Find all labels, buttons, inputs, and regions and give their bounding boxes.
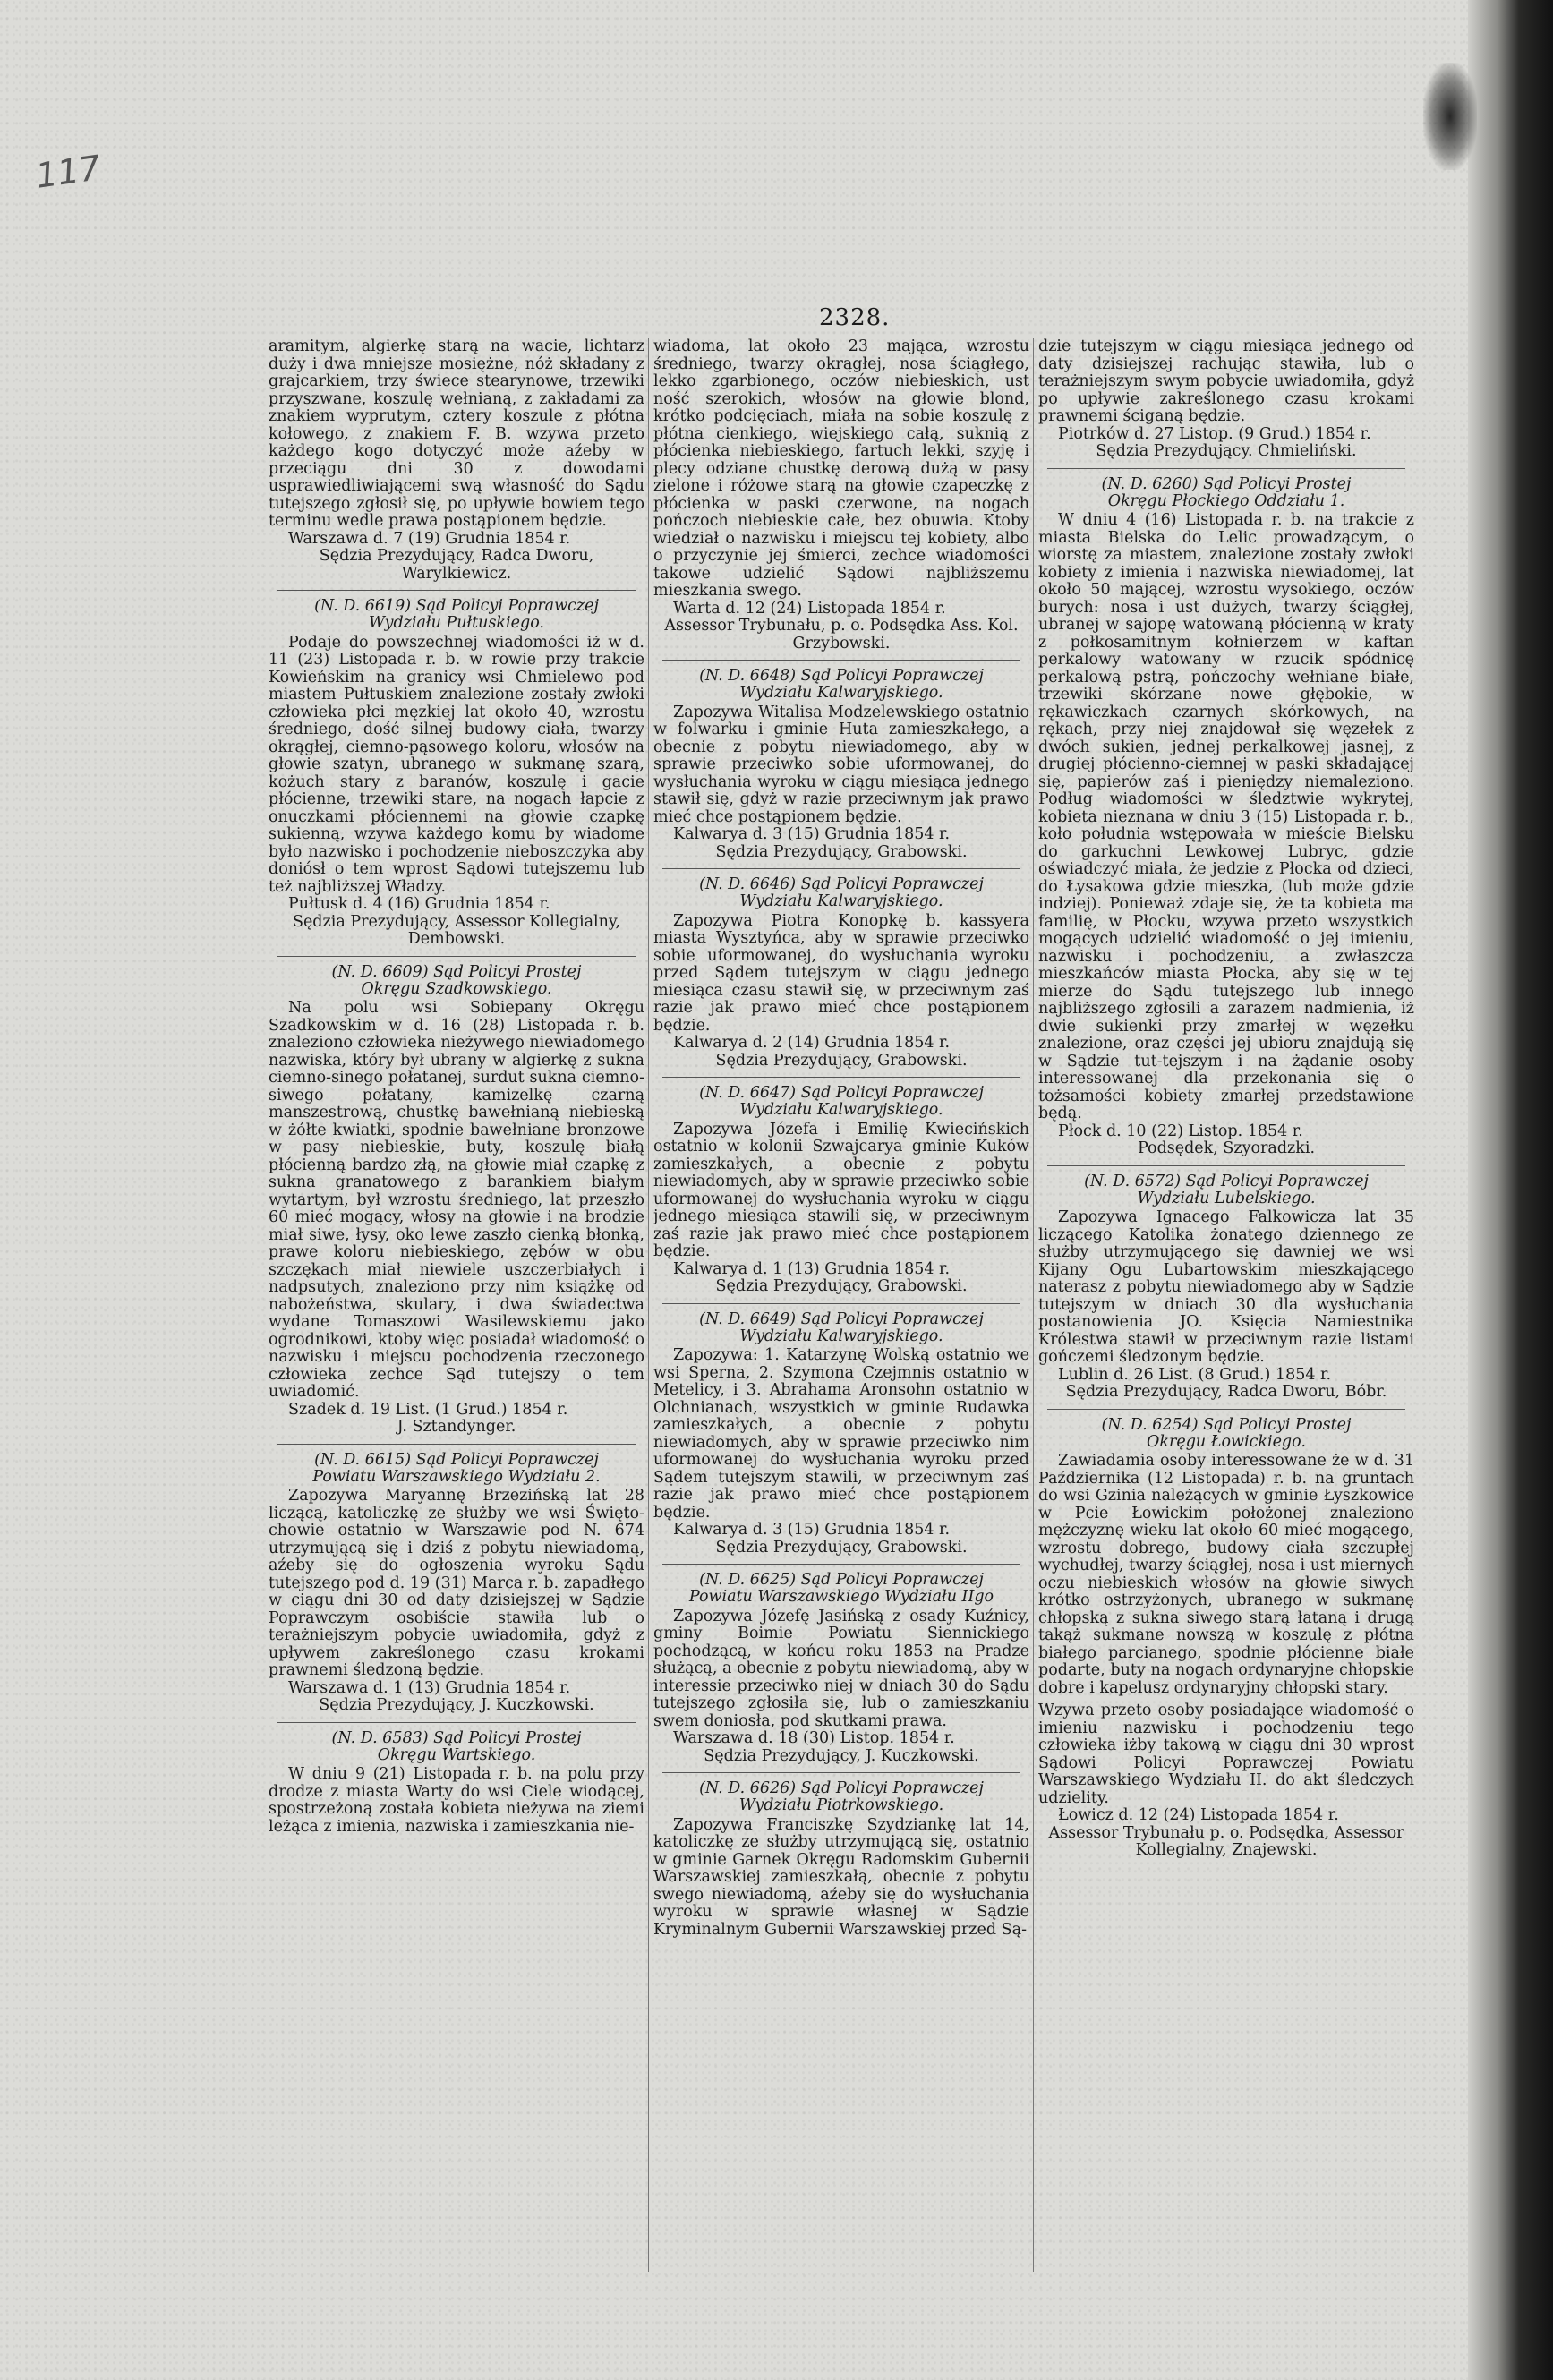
- notice-divider: [277, 1722, 636, 1723]
- notice-subheading: Wydziału Kalwaryjskiego.: [739, 1326, 943, 1345]
- notice: [269, 1722, 644, 1837]
- notice-date: Warta d. 12 (24) Listopada 1854 r.: [673, 599, 946, 618]
- notice-signature: Sędzia Prezydujący, Grabowski.: [715, 842, 968, 861]
- notice-body: Zapozywa Ignacego Falkowicza lat 35 liczącego Katolika żonatego dziennego ze służby utrzymującego się dawniej we wsi Kijany Ogu Lubartowskim mieszkającego naterasz z pobytu niewiadomego aby w Sądzie tutejszym w dniach 30 dla wysłuchania postanowienia JO. Księcia Namiestnika Królestwa stawił w przeciwnym razie listami gończemi śledzonym będzie.: [1038, 1208, 1414, 1366]
- notice-date: Kalwarya d. 2 (14) Grudnia 1854 r.: [673, 1034, 951, 1052]
- notice-subheading: Wydziału Kalwaryjskiego.: [739, 892, 943, 910]
- text-columns: [269, 338, 1450, 2307]
- notice-signature: Sędzia Prezydujący. Chmieliński.: [1096, 442, 1357, 460]
- notice-divider: [1047, 1165, 1405, 1166]
- notice-signature: Assessor Trybunału p. o. Podsędka, Assessor Kollegialny, Znajewski.: [1048, 1823, 1404, 1859]
- notice-divider: [662, 1772, 1020, 1773]
- notice: [653, 338, 1029, 653]
- notice: [269, 338, 644, 583]
- notice: [1038, 1702, 1414, 1860]
- notice-date: Kalwarya d. 1 (13) Grudnia 1854 r.: [673, 1259, 951, 1278]
- notice-subheading: Wydziału Kalwaryjskiego.: [739, 1101, 943, 1119]
- notice-heading: (N. D. 6649) Sąd Policyi Poprawczej: [699, 1309, 984, 1328]
- notice: [269, 1444, 644, 1715]
- notice-signature: J. Sztandynger.: [397, 1418, 516, 1436]
- notice-signature: Sędzia Prezydujący, Radca Dworu, Warylkiewicz.: [319, 547, 594, 583]
- notice: [1038, 1165, 1414, 1402]
- notice: [1038, 1409, 1414, 1698]
- notice-heading: (N. D. 6647) Sąd Policyi Poprawczej: [699, 1084, 984, 1102]
- notice-subheading: Powiatu Warszawskiego Wydziału IIgo: [688, 1588, 994, 1606]
- notice-heading: (N. D. 6260) Sąd Policyi Prostej: [1101, 474, 1352, 493]
- notice-subheading: Wydziału Kalwaryjskiego.: [739, 684, 943, 702]
- column-right: [1038, 338, 1414, 2307]
- notice-signature: Assessor Trybunału, p. o. Podsędka Ass. Kol. Grzybowski.: [664, 617, 1019, 653]
- notice: [269, 956, 644, 1437]
- notice-body: W dniu 4 (16) Listopada r. b. na trakcie z miasta Bielska do Lelic prowadzącym, o wiorstę za miastem, znalezione zostały zwłoki kobiety z imienia i nazwiska niewiadomej, lat około 50 mającej, wzrostu wysokiego, oczów burych: nosa i ust dużych, twarzy ściągłej, ubranej w sajopę watowaną płócienną w kraty z połkosamitnym kołnierzem w kaftan perkalowy watowany w rzucik spódnicę perkalową pstrą, pończochy wełniane białe, trzewiki skórzane nowe głębokie, w rękawiczkach czarnych skórkowych, na rękach, przy niej znajdował się węzełek z dwóch sukien, jednej perkalkowej jasnej, z drugiej płócienno-ciemnej w paski składającej się, papierów zaś i pieniędzy niemaleziono. Podług wiadomości w śledztwie wykrytej, kobieta nieznana w dniu 3 (15) Listopada r. b., koło południa wstępowała w mieście Bielsku do garkuchni Lewkowej Lubryc, gdzie oświadczyć miała, że jedzie z Płocka od dzieci, do Łysakowa gdzie mieszka, (lub może gdzie indziej). Ponieważ zdaje się, że ta kobieta ma familię, w Płocku, wzywa przeto wszystkich mogących udzielić wiadomość o jej imieniu, nazwisku i pochodzeniu, a zwłaszcza mieszkańców miasta Płocka, aby się w tej mierze do Sądu tutejszego lub innego najbliższego zgłosili a zarazem nadmienia, iż dwie sukienki przy zmarłej w węzełku znalezione, oraz części jej ubioru znajdują się w Sądzie tut-tejszym i na żądanie osoby interessowanej dla przekonania się o tożsamości kobiety zmarłej przedstawione będą.: [1038, 511, 1414, 1122]
- notice-heading: (N. D. 6254) Sąd Policyi Prostej: [1101, 1415, 1352, 1434]
- notice-body: wiadoma, lat około 23 mająca, wzrostu średniego, twarzy okrągłej, nosa ściągłego, lekko zgarbionego, oczów niebieskich, ust ność szerokich, włosów na głowie blond, krótko podcięciach, miała na sobie koszulę z płótna cienkiego, wiejskiego całą, suknią z płócienka niebieskiego, fartuch lekki, szyję i plecy odziane chustkę derową dużą w pasy zielone i różowe starą na głowie czapeczkę z płócienka w paski czerwone, na nogach pończoch niebieskie całe, bez obuwia. Ktoby wiedział o nazwisku i miejscu tej kobiety, albo o przyczynie jej śmierci, zechce wiadomości takowe udzielić Sądowi najbliższemu mieszkania swego.: [653, 338, 1029, 600]
- notice-body: aramitym, algierkę starą na wacie, lichtarz duży i dwa mniejsze mosiężne, nóż składany z grajcarkiem, trzy świece stearynowe, trzewiki przyszwane, koszulę wełnianą, z zakładami za znakiem wyprutym, cztery koszule z płótna kołowego, z znakiem F. B. wzywa przeto każdego kogo dotyczyć może aźeby w przeciągu dni 30 z dowodami usprawiedliwiającemi swą własność do Sądu tutejszego zgłosił się, po upływie bowiem tego terminu wedle prawa postąpionem będzie.: [269, 338, 644, 530]
- notice-body: dzie tutejszym w ciągu miesiąca jednego od daty dzisiejszej rachując stawiła, lub o terażniejszym swym pobycie uwiadomiła, gdyż po upływie zakreślonego czasu krokami prawnemi ściganą będzie.: [1038, 338, 1414, 425]
- notice-subheading: Powiatu Warszawskiego Wydziału 2.: [312, 1467, 601, 1486]
- notice-date: Płock d. 10 (22) Listop. 1854 r.: [1058, 1122, 1303, 1140]
- notice-body: Na polu wsi Sobiepany Okręgu Szadkowskim w d. 16 (28) Listopada r. b. znaleziono człowieka nieżywego niewiadomego nazwiska, który był ubrany w algierkę z sukna ciemno-sinego połatanej, surdut sukna ciemno-siwego połatany, kamizelkę czarną manszestrową, chustkę bawełnianą niebieską w żółte kwiatki, spodnie bawełniane bronzowe w pasy niebieskie, buty, koszulę białą płócienną bardzo złą, na głowie miał czapkę z sukna granatowego z barankiem białym wytartym, był wzrostu średniego, lat przeszło 60 mieć mogący, włosy na głowie i na brodzie miał siwe, łysy, oko lewe zaszło cienką błonką, prawe koloru niebieskiego, zębów w obu szczękach miał niewiele uszczerbiałych i nadpsutych, znaleziono przy nim książkę od nabożeństwa, skulary, i dwa świadectwa wydane Tomaszowi Wasilewskiemu jako ogrodnikowi, ktoby więc posiadał wiadomość o nazwisku i miejscu pochodzenia rzeczonego człowieka zechce Sąd tutejszy o tem uwiadomić.: [269, 999, 644, 1401]
- notice: [653, 1564, 1029, 1765]
- notice: [269, 590, 644, 949]
- notice-heading: (N. D. 6625) Sąd Policyi Poprawczej: [699, 1571, 984, 1589]
- notice-heading: (N. D. 6646) Sąd Policyi Poprawczej: [699, 875, 984, 893]
- notice-divider: [277, 590, 636, 591]
- notice-body: Zawiadamia osoby interessowane że w d. 31 Października (12 Listopada) r. b. na gruntach do wsi Gzinia należących w gminie Łyszkowice w Pcie Łowickim położonej znaleziono mężczyznę wieku lat około 60 mieć mogącego, wzrostu dobrego, budowy ciała szczupłej wychudłej, twarzy ściągłej, nosa i ust miernych oczu niebieskich włosów na głowie siwych krótko ostrzyżonych, ubranego w sukmanę chłopską z sukna siwego starą łataną i drugą takąż sukmane nowszą w koszulę z płótna białego parcianego, spodnie płócienne białe podarte, buty na nogach ordynaryjne chłopskie dobre i kapelusz ordynaryjny chłopski stary.: [1038, 1452, 1414, 1697]
- notice-signature: Sędzia Prezydujący, Assessor Kollegialny, Dembowski.: [292, 912, 621, 948]
- notice-heading: (N. D. 6583) Sąd Policyi Prostej: [331, 1728, 582, 1747]
- notice-body: Zapozywa Witalisa Modzelewskiego ostatnio w folwarku i gminie Huta zamieszkałego, a obecnie z pobytu niewiadomego, aby w sprawie przeciwko sobie uformowanej, do wysłuchania wyroku w ciągu miesiąca jednego stawił się, gdyż w razie przeciwnym jak prawo mieć chce postąpionem będzie.: [653, 703, 1029, 826]
- notice-divider: [1047, 468, 1405, 469]
- notice-divider: [1047, 1409, 1405, 1410]
- notice-divider: [277, 956, 636, 957]
- notice-date: Warszawa d. 7 (19) Grudnia 1854 r.: [288, 529, 571, 548]
- notice-divider: [662, 1564, 1020, 1565]
- notice-divider: [277, 1444, 636, 1445]
- notice-body: Zapozywa Maryannę Brzezińską lat 28 liczącą, katoliczkę ze służby we wsi Święto-chowie ostatnio w Warszawie pod N. 674 utrzymującą się i dziś z pobytu niewiadomą, aźeby się do ogłoszenia wyroku Sądu tutejszego pod d. 19 (31) Marca r. b. zapadłego w ciągu dni 30 od daty dzisiejszej w Sądzie Poprawczym osobiście stawiła lub o terażniejszym pobycie uwiadomiła, gdyż z upływem zakreślonego czasu krokami prawnemi śledzoną będzie.: [269, 1487, 644, 1679]
- notice-divider: [662, 1077, 1020, 1078]
- notice: [653, 1077, 1029, 1296]
- notice-date: Łowicz d. 12 (24) Listopada 1854 r.: [1058, 1806, 1339, 1824]
- notice-body: Podaje do powszechnej wiadomości iż w d. 11 (23) Listopada r. b. w rowie przy trakcie Kowieńskim na granicy wsi Chmielewo pod miastem Pułtuskiem znalezione zostały zwłoki człowieka płci męzkiej lat około 40, wzrostu średniego, dość silnej budowy ciała, twarzy okrągłej, ciemno-pąsowego koloru, włosów na głowie szatyn, ubranego w sukmanę szarą, kożuch stary z baranów, koszulę i gacie płócienne, trzewiki stare, na nogach łapcie z onuczkami płóciennemi na głowie czapkę sukienną, wzywa każdego komu by wiadome było nazwisko i pochodzenie nieboszczyka aby doniósł o tem wprost Sądowi tutejszemu lub też najbliższej Władzy.: [269, 633, 644, 896]
- notice-date: Warszawa d. 18 (30) Listop. 1854 r.: [673, 1729, 955, 1747]
- notice-signature: Sędzia Prezydujący, J. Kuczkowski.: [319, 1696, 594, 1714]
- column-left: [269, 338, 644, 2307]
- notice-subheading: Wydziału Lubelskiego.: [1137, 1189, 1316, 1207]
- notice-signature: Sędzia Prezydujący, Grabowski.: [715, 1051, 968, 1070]
- notice-heading: (N. D. 6648) Sąd Policyi Poprawczej: [699, 667, 984, 685]
- notice-subheading: Okręgu Wartskiego.: [377, 1745, 536, 1764]
- notice: [653, 660, 1029, 861]
- margin-handwritten-mark: 117: [33, 148, 104, 196]
- column-middle: [653, 338, 1029, 2307]
- notice-body: Zapozywa Józefa i Emilię Kwiecińskich ostatnio w kolonii Szwajcarya gminie Kuków zamieszkałych, a obecnie z pobytu niewiadomych, aby w sprawie przeciwko sobie uformowanej do wysłuchania wyroku w ciągu jednego miesiąca stawili się, w przeciwnym zaś razie jak prawo mieć chce postąpionem będzie.: [653, 1120, 1029, 1260]
- notice-body: W dniu 9 (21) Listopada r. b. na polu przy drodze z miasta Warty do wsi Ciele wiodącej, spostrzeżoną została kobieta nieżywa na ziemi leżąca z imienia, nazwiska i zamieszkania nie-: [269, 1765, 644, 1836]
- notice-body: Zapozywa Franciszkę Szydziankę lat 14, katoliczkę ze służby utrzymującą się, ostatnio w gminie Garnek Okręgu Radomskim Gubernii Warszawskiej zamieszkałą, obecnie z pobytu swego niewiadomą, aźeby się do wysłuchania wyroku w sprawie własnej w Sądzie Kryminalnym Gubernii Warszawskiej przed Są-: [653, 1815, 1029, 1939]
- notice-date: Szadek d. 19 List. (1 Grud.) 1854 r.: [288, 1400, 568, 1419]
- scan-edge-smudge: [1423, 63, 1477, 170]
- notice-subheading: Okręgu Szadkowskiego.: [361, 979, 552, 998]
- notice: [653, 868, 1029, 1070]
- notice: [1038, 468, 1414, 1158]
- notice-signature: Podsędek, Szyoradzki.: [1137, 1139, 1316, 1157]
- notice-date: Pułtusk d. 4 (16) Grudnia 1854 r.: [288, 895, 550, 913]
- notice-heading: (N. D. 6615) Sąd Policyi Poprawczej: [314, 1450, 599, 1469]
- notice-signature: Sędzia Prezydujący, Grabowski.: [715, 1538, 968, 1557]
- notice: [653, 1303, 1029, 1557]
- notice-divider: [662, 868, 1020, 869]
- notice-body: Zapozywa: 1. Katarzynę Wolską ostatnio we wsi Sperna, 2. Szymona Czejmnis ostatnio w Metelicy, i 3. Abrahama Aronsohn ostatnio w Olchnianach, wszystkich w gminie Rudawka zamieszkałych, a obecnie z pobytu niewiadomych, aby w sprawie przeciwko nim uformowanej do wysłuchania wyroku przed Sądem tutejszym stawili, w przeciwnym zaś razie jak prawo mieć chce postąpionem będzie.: [653, 1346, 1029, 1522]
- notice-divider: [662, 1303, 1020, 1304]
- column-rule: [648, 338, 649, 2272]
- notice-signature: Sędzia Prezydujący, J. Kuczkowski.: [704, 1746, 979, 1765]
- notice: [1038, 338, 1414, 461]
- notice-body: Zapozywa Józefę Jasińską z osady Kuźnicy, gminy Boimie Powiatu Siennickiego pochodzącą, w końcu roku 1853 na Pradze służącą, a obecnie z pobytu niewiadomą, aby w interessie przeciwko niej w dniach 30 do Sądu tutejszego zgłosiła się, lub o zamieszkaniu swem doniosła, pod skutkami prawa.: [653, 1607, 1029, 1730]
- notice-heading: (N. D. 6619) Sąd Policyi Poprawczej: [314, 597, 599, 615]
- notice-date: Piotrków d. 27 Listop. (9 Grud.) 1854 r.: [1058, 424, 1371, 443]
- notice-body: Zapozywa Piotra Konopkę b. kassyera miasta Wysztyńca, aby w sprawie przeciwko sobie uformowanej, do wysłuchania wyroku przed Sądem tutejszym w ciągu jednego miesiąca czasu stawił się, w przeciwnym zaś razie jak prawo mieć chce postąpionem będzie.: [653, 911, 1029, 1035]
- notice-date: Kalwarya d. 3 (15) Grudnia 1854 r.: [673, 825, 951, 843]
- column-rule: [1033, 338, 1034, 2272]
- notice-date: Lublin d. 26 List. (8 Grud.) 1854 r.: [1058, 1365, 1332, 1384]
- notice-signature: Sędzia Prezydujący, Grabowski.: [715, 1277, 968, 1295]
- notice-heading: (N. D. 6626) Sąd Policyi Poprawczej: [699, 1779, 984, 1797]
- page-number: 2328.: [819, 304, 891, 331]
- notice-date: Warszawa d. 1 (13) Grudnia 1854 r.: [288, 1678, 571, 1697]
- notice-heading: (N. D. 6572) Sąd Policyi Poprawczej: [1084, 1172, 1369, 1190]
- notice-heading: (N. D. 6609) Sąd Policyi Prostej: [331, 962, 582, 981]
- notice-date: Kalwarya d. 3 (15) Grudnia 1854 r.: [673, 1521, 951, 1539]
- notice-subheading: Okręgu Płockiego Oddziału 1.: [1107, 491, 1345, 510]
- notice: [653, 1772, 1029, 1939]
- notice-body: Wzywa przeto osoby posiadające wiadomość o imieniu nazwisku i pochodzeniu tego człowieka iżby takową w ciągu dni 30 wprost Sądowi Policyi Poprawczej Powiatu Warszawskiego Wydziału II. do akt śledczych udzielity.: [1038, 1702, 1414, 1807]
- notice-signature: Sędzia Prezydujący, Radca Dworu, Bóbr.: [1065, 1383, 1387, 1401]
- notice-subheading: Wydziału Pułtuskiego.: [368, 614, 544, 632]
- notice-divider: [662, 660, 1020, 661]
- notice-subheading: Okręgu Łowickiego.: [1147, 1432, 1306, 1451]
- scan-edge-shadow: [1468, 0, 1553, 2380]
- notice-subheading: Wydziału Piotrkowskiego.: [738, 1796, 944, 1814]
